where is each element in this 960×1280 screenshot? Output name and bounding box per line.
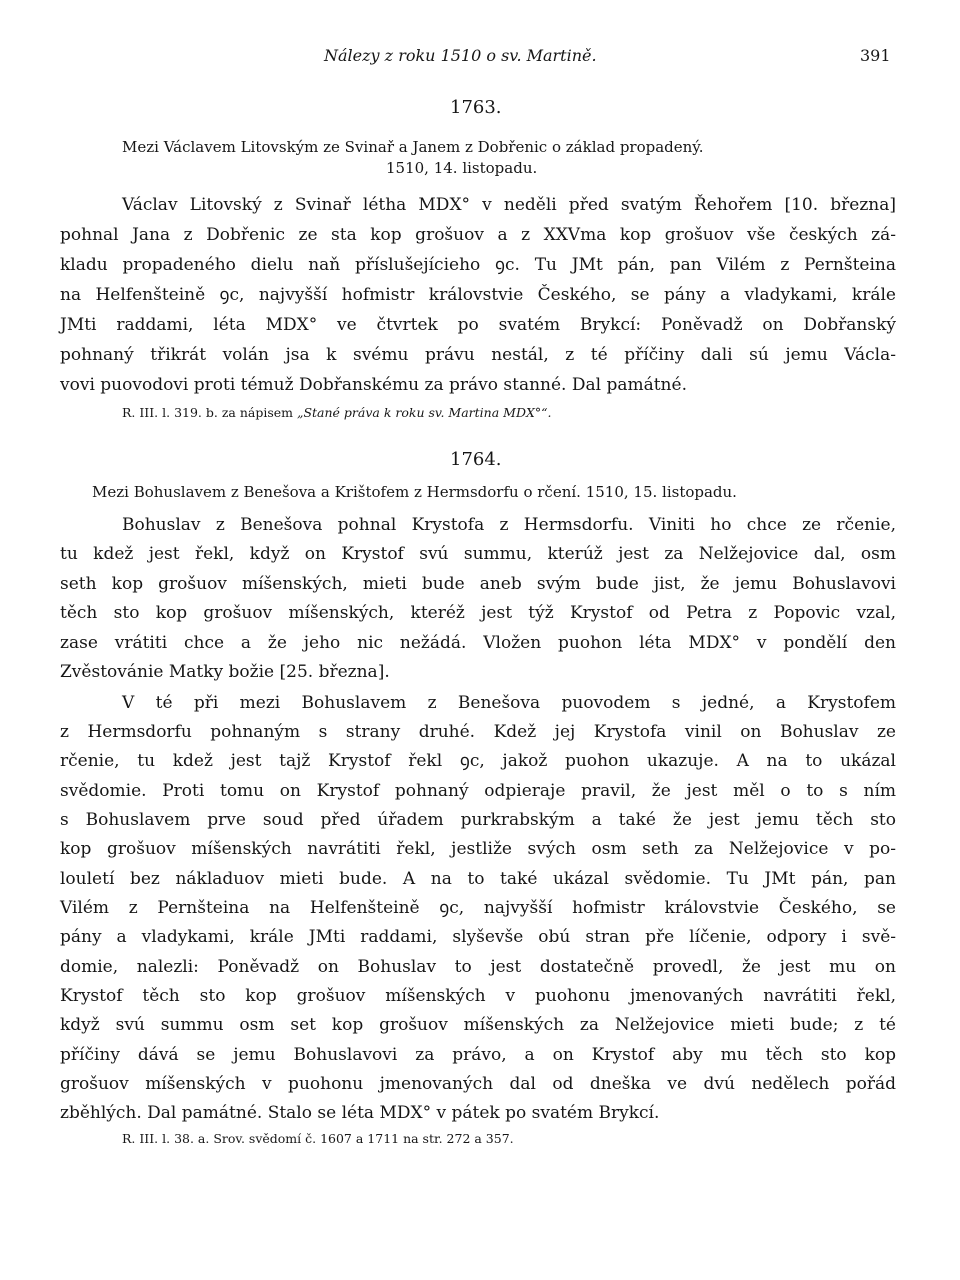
source-note-1763: R. III. l. 319. b. za nápisem „Stané práva k roku sv. Martina MDX°“. <box>122 405 552 420</box>
text-line: s Bohuslavem prve soud před úřadem purkrabským a také že jest jemu těch sto <box>60 810 896 830</box>
text-line: vovi puovodovi proti témuž Dobřanskému za právo stanné. Dal památné. <box>60 375 687 395</box>
text-line: Bohuslav z Benešova pohnal Krystofa z Hermsdorfu. Viniti ho chce ze rčenie, <box>122 515 896 535</box>
text-line: pohnaný třikrát volán jsa k svému právu nestál, z té příčiny dali sú jemu Václa- <box>60 345 896 365</box>
text-line: zběhlých. Dal památné. Stalo se léta MDX° v pátek po svatém Brykcí. <box>60 1103 660 1123</box>
text-line: když svú summu osm set kop grošuov míšenských za Nelžejovice mieti bude; z té <box>60 1015 896 1035</box>
text-line: z Hermsdorfu pohnaným s strany druhé. Kdež jej Krystofa vinil on Bohuslav ze <box>60 722 896 742</box>
text-line: Václav Litovský z Svinař létha MDX° v neděli před svatým Řehořem [10. března] <box>122 195 896 215</box>
text-line: těch sto kop grošuov míšenských, kteréž jest týž Krystof od Petra z Popovic vzal, <box>60 603 896 623</box>
text-line: Vilém z Pernšteina na Helfenšteině ꝯc, najvyšší hofmistr královstvie Českého, se <box>60 898 896 918</box>
text-line: domie, nalezli: Poněvadž on Bohuslav to jest dostatečně provedl, že jest mu on <box>60 957 896 977</box>
text-line: louletí bez nákladuov mieti bude. A na to také ukázal svědomie. Tu JMt pán, pan <box>60 869 896 889</box>
text-line: tu kdež jest řekl, když on Krystof svú summu, kterúž jest za Nelžejovice dal, osm <box>60 544 896 564</box>
text-line: Krystof těch sto kop grošuov míšenských v puohonu jmenovaných navrátiti řekl, <box>60 986 896 1006</box>
text-line: seth kop grošuov míšenských, mieti bude aneb svým bude jist, že jemu Bohuslavovi <box>60 574 896 594</box>
text-line: zase vrátiti chce a že jeho nic nežádá. Vložen puohon léta MDX° v pondělí den <box>60 633 896 653</box>
text-line: svědomie. Proti tomu on Krystof pohnaný odpieraje pravil, že jest měl o to s ním <box>60 781 896 801</box>
text-line: pány a vladykami, krále JMti raddami, slyševše obú stran pře líčenie, odpory i svě- <box>60 927 896 947</box>
text-line: V té při mezi Bohuslavem z Benešova puovodem s jedné, a Krystofem <box>122 693 896 713</box>
entry-number-1763: 1763. <box>450 97 502 118</box>
text-line: JMti raddami, léta MDX° ve čtvrtek po svatém Brykcí: Poněvadž on Dobřanský <box>60 315 896 335</box>
text-line: kop grošuov míšenských navrátiti řekl, jestliže svých osm seth za Nelžejovice v po- <box>60 839 896 859</box>
text-line: příčiny dává se jemu Bohuslavovi za právo, a on Krystof aby mu těch sto kop <box>60 1045 896 1065</box>
text-line: rčenie, tu kdež jest tajž Krystof řekl ꝯc, jakož puohon ukazuje. A na to ukázal <box>60 751 896 771</box>
text-line: kladu propadeného dielu naň příslušejícieho ꝯc. Tu JMt pán, pan Vilém z Pernšteina <box>60 255 896 275</box>
text-line: grošuov míšenských v puohonu jmenovaných dal od dneška ve dvú nedělech pořád <box>60 1074 896 1094</box>
page-number: 391 <box>860 46 891 65</box>
text-line: na Helfenšteině ꝯc, najvyšší hofmistr královstvie Českého, se pány a vladykami, krále <box>60 285 896 305</box>
entry-summary-1764: Mezi Bohuslavem z Benešova a Krištofem z Hermsdorfu o rčení. 1510, 15. listopadu. <box>92 483 737 501</box>
text-line: Zvěstovánie Matky božie [25. března]. <box>60 662 390 682</box>
entry-number-1764: 1764. <box>450 449 502 470</box>
text-line: pohnal Jana z Dobřenic ze sta kop grošuov a z XXVma kop grošuov vše českých zá- <box>60 225 896 245</box>
entry-summary-1763: 1510, 14. listopadu. <box>386 159 538 177</box>
source-note-1764: R. III. l. 38. a. Srov. svědomí č. 1607 a 1711 na str. 272 a 357. <box>122 1131 514 1146</box>
entry-summary-1763: Mezi Václavem Litovským ze Svinař a Janem z Dobřenic o základ propadený. <box>122 138 704 156</box>
running-head: Nálezy z roku 1510 o sv. Martině. <box>324 46 597 65</box>
